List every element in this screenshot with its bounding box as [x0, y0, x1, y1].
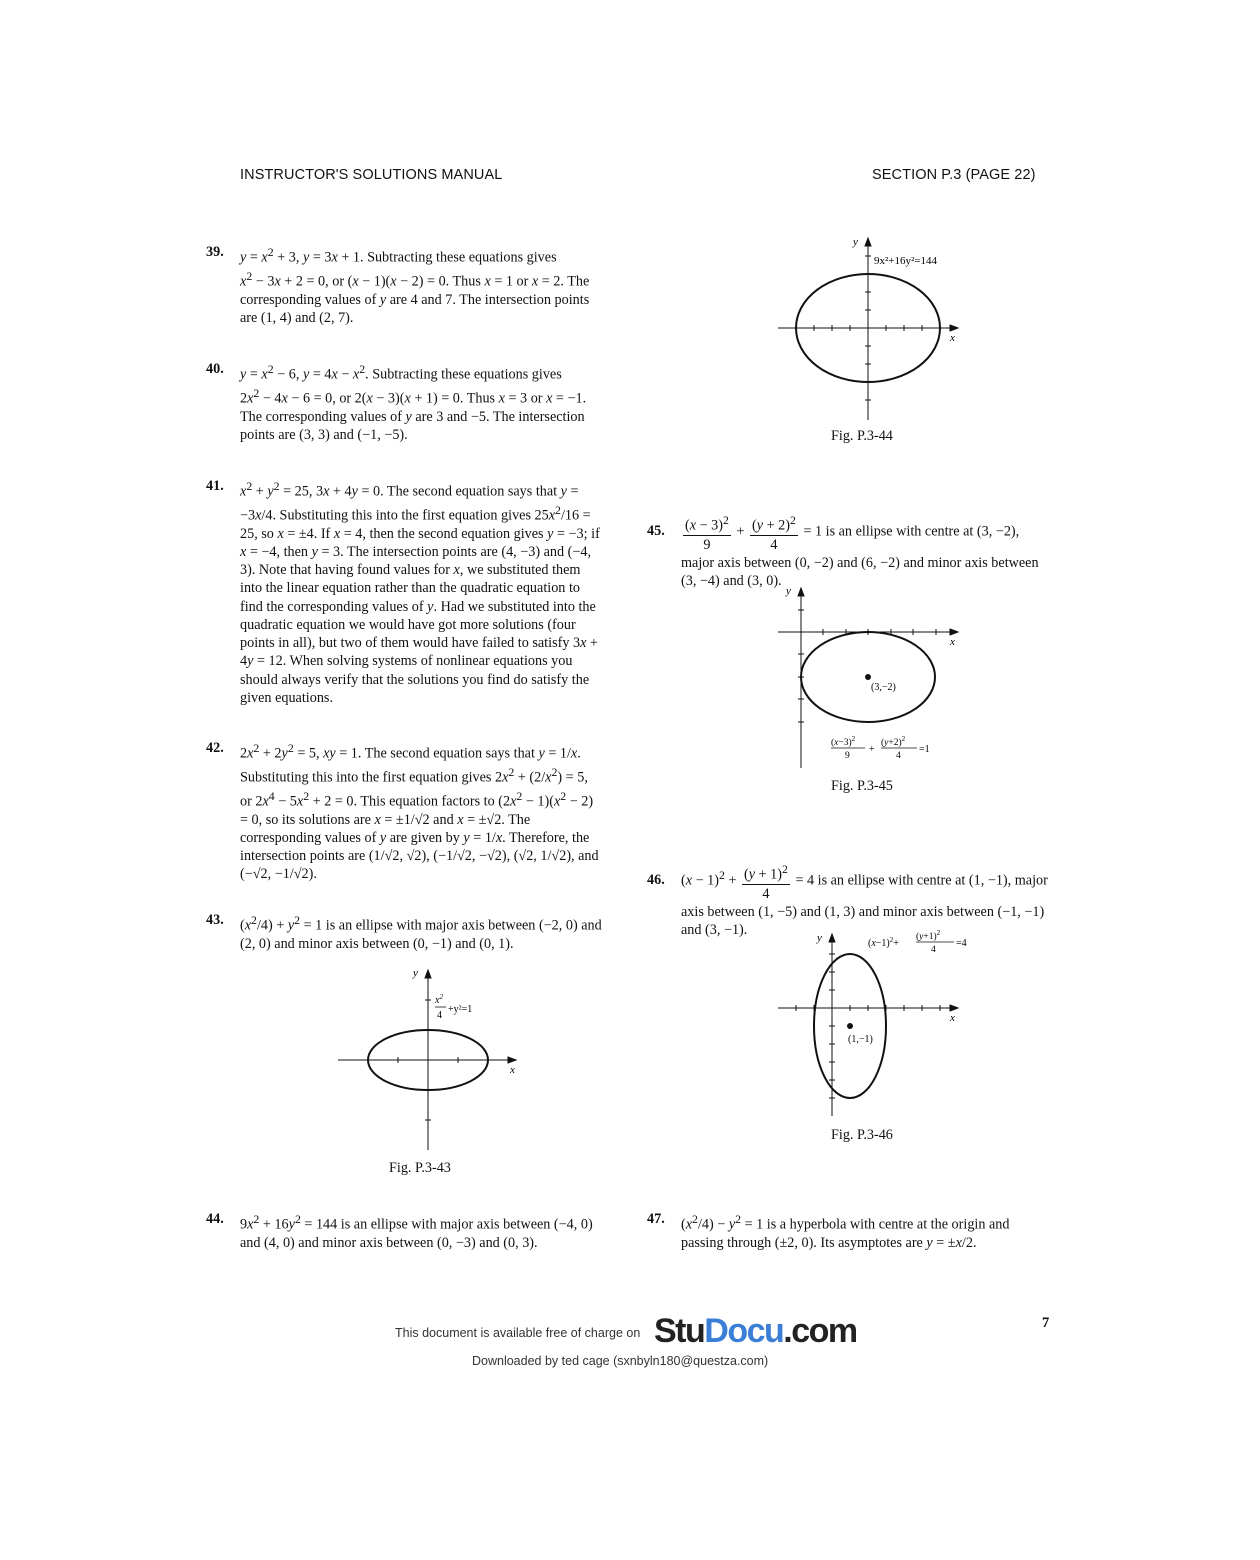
svg-text:(x−3)2: $(x-3)^2$	[831, 735, 856, 748]
svg-text:(x−1)2+: $(x-1)^2+$	[868, 936, 899, 949]
problem-text: $y = x^2 + 3$, y = 3x + 1. Subtracting these equations gives $x^2 - 3x + 2 = 0$, or (x − 1)(x − 2) = 0. Thus x = 1 or x = 2. The corresponding values of y are 4 and 7. The intersection points are (1, 4) and (2, 7).	[240, 245, 590, 327]
equation-label	[868, 929, 967, 955]
y-axis-label: y	[413, 967, 418, 979]
svg-text:4: 4	[437, 1010, 442, 1021]
x-axis-arrow	[950, 325, 958, 331]
problem-text: $(x^2/4) - y^2 = 1$ is a hyperbola with centre at the origin and passing through (±2, 0). Its asymptotes are y = ±x/2.	[681, 1212, 1010, 1251]
problem-45	[647, 511, 1051, 590]
problem-number: 47.	[647, 1211, 665, 1227]
figure-p3-46	[768, 930, 988, 1120]
problem-number: 39.	[206, 244, 224, 260]
figure-caption: Fig. P.3-43	[389, 1160, 451, 1176]
problem-44	[206, 1210, 602, 1252]
equation-rest: +y²=1	[448, 1004, 473, 1015]
problem-43	[206, 911, 602, 953]
equation-label	[831, 735, 930, 761]
figure-p3-45	[768, 584, 968, 774]
problem-text: $x^2 + y^2 = 25$, 3x + 4y = 0. The second equation says that y = −3x/4. Substituting this into the first equation gives $25x^2/16 = 25$, so x = ±4. If x = 4, then the second equation gives y = −3; if x = −4, then y = 3. The intersection points are (4, −3) and (−4, 3). Note that having found values for x, we substituted them into the linear equation rather than the quadratic equation to find the corresponding values of y. Had we substituted into the quadratic equation we would have got more solutions (four points in all), but two of them would have failed to satisfy 3x + 4y = 12. When solving systems of nonlinear equations you should always verify that the solutions you find do satisfy the given equations.	[240, 479, 600, 706]
svg-text:9: 9	[845, 751, 850, 761]
availability-note: This document is available free of charge on	[395, 1326, 641, 1340]
figure-p3-44	[768, 234, 968, 424]
equation-label	[434, 993, 472, 1021]
problem-number: 40.	[206, 361, 224, 377]
problem-46	[647, 860, 1051, 939]
equation-rest: =1	[919, 744, 930, 755]
running-header-left: INSTRUCTOR'S SOLUTIONS MANUAL	[240, 167, 503, 183]
problem-39	[206, 243, 602, 327]
centre-label: (1,−1)	[848, 1034, 873, 1045]
problem-number: 46.	[647, 872, 665, 888]
problem-41	[206, 477, 604, 707]
y-axis-label: y	[853, 236, 858, 248]
problem-text: $y = x^2 - 6$, $y = 4x - x^2$. Subtracting these equations gives $2x^2 - 4x - 6 = 0$, or 2(x − 3)(x + 1) = 0. Thus x = 3 or x = −1. The corresponding values of y are 3 and −5. The intersection points are (3, 3) and (−1, −5).	[240, 362, 587, 444]
problem-number: 45.	[647, 523, 665, 539]
figure-caption: Fig. P.3-44	[831, 428, 893, 444]
page-number: 7	[1042, 1315, 1050, 1331]
running-header-right: SECTION P.3 (PAGE 22)	[872, 167, 1036, 183]
problem-40	[206, 360, 602, 444]
studocu-logo[interactable]	[654, 1312, 857, 1351]
svg-text:+: +	[869, 744, 875, 755]
problem-text: $(x - 1)^2$ + $\frac{(y + 1)^2}{4}$ = 4 is an ellipse with centre at (1, −1), major axis between (1, −5) and (1, 3) and minor axis between (−1, −1) and (3, −1).	[681, 862, 1048, 938]
svg-text:x2: $x^2$	[435, 993, 443, 1006]
x-axis-arrow	[508, 1057, 516, 1063]
logo-part: .com	[783, 1312, 857, 1350]
y-axis-arrow	[798, 588, 804, 596]
svg-text:(y+1)2: $(y+1)^2$	[916, 929, 941, 942]
x-axis-label: x	[950, 1012, 955, 1024]
svg-text:(y+2)2: $(y+2)^2$	[881, 735, 906, 748]
logo-part: Stu	[654, 1312, 705, 1350]
x-axis-arrow	[950, 1005, 958, 1011]
problem-number: 42.	[206, 740, 224, 756]
problem-text: $(x^2/4) + y^2 = 1$ is an ellipse with major axis between (−2, 0) and (2, 0) and minor axis between (0, −1) and (0, 1).	[240, 913, 602, 952]
figure-caption: Fig. P.3-45	[831, 778, 893, 794]
x-axis-label: x	[950, 636, 955, 648]
download-note: Downloaded by ted cage (sxnbyln180@questza.com)	[472, 1354, 769, 1368]
problem-47	[647, 1210, 1031, 1252]
problem-text: $2x^2 + 2y^2 = 5$, xy = 1. The second equation says that y = 1/x. Substituting this into the first equation gives $2x^2 + (2/x^2) = 5$, or $2x^4 - 5x^2 + 2 = 0$. This equation factors to $(2x^2 - 1)(x^2 - 2) = 0$, so its solutions are x = ±1/√2 and x = ±√2. The corresponding values of y are given by y = 1/x. Therefore, the intersection points are (1/√2, √2), (−1/√2, −√2), (√2, 1/√2), and (−√2, −1/√2).	[240, 741, 599, 883]
logo-part-highlight: Docu	[704, 1312, 784, 1350]
y-axis-label: y	[786, 585, 791, 597]
x-axis-label: x	[510, 1064, 515, 1076]
equation-rest: =4	[956, 938, 967, 949]
y-axis-arrow	[425, 970, 431, 978]
y-axis-label: y	[817, 932, 822, 944]
problem-number: 43.	[206, 912, 224, 928]
problem-text: $\frac{(x - 3)^2}{9}$ + $\frac{(y + 2)^2}{4}$ = 1 is an ellipse with centre at (3, −2), major axis between (0, −2) and (6, −2) and minor axis between (3, −4) and (3, 0).	[681, 513, 1039, 589]
equation-label: 9x²+16y²=144	[874, 255, 938, 267]
y-axis-arrow	[865, 238, 871, 246]
problem-42	[206, 739, 602, 884]
x-axis-arrow	[950, 629, 958, 635]
figure-caption: Fig. P.3-46	[831, 1127, 893, 1143]
problem-number: 41.	[206, 478, 224, 494]
centre-point	[865, 674, 871, 680]
y-axis-arrow	[829, 934, 835, 942]
centre-point	[847, 1023, 853, 1029]
problem-text: $9x^2 + 16y^2 = 144$ is an ellipse with major axis between (−4, 0) and (4, 0) and minor axis between (0, −3) and (0, 3).	[240, 1212, 593, 1251]
svg-text:4: 4	[931, 945, 936, 955]
figure-p3-43	[330, 962, 530, 1152]
centre-label: (3,−2)	[871, 682, 896, 693]
problem-number: 44.	[206, 1211, 224, 1227]
svg-text:4: 4	[896, 751, 901, 761]
x-axis-label: x	[950, 332, 955, 344]
